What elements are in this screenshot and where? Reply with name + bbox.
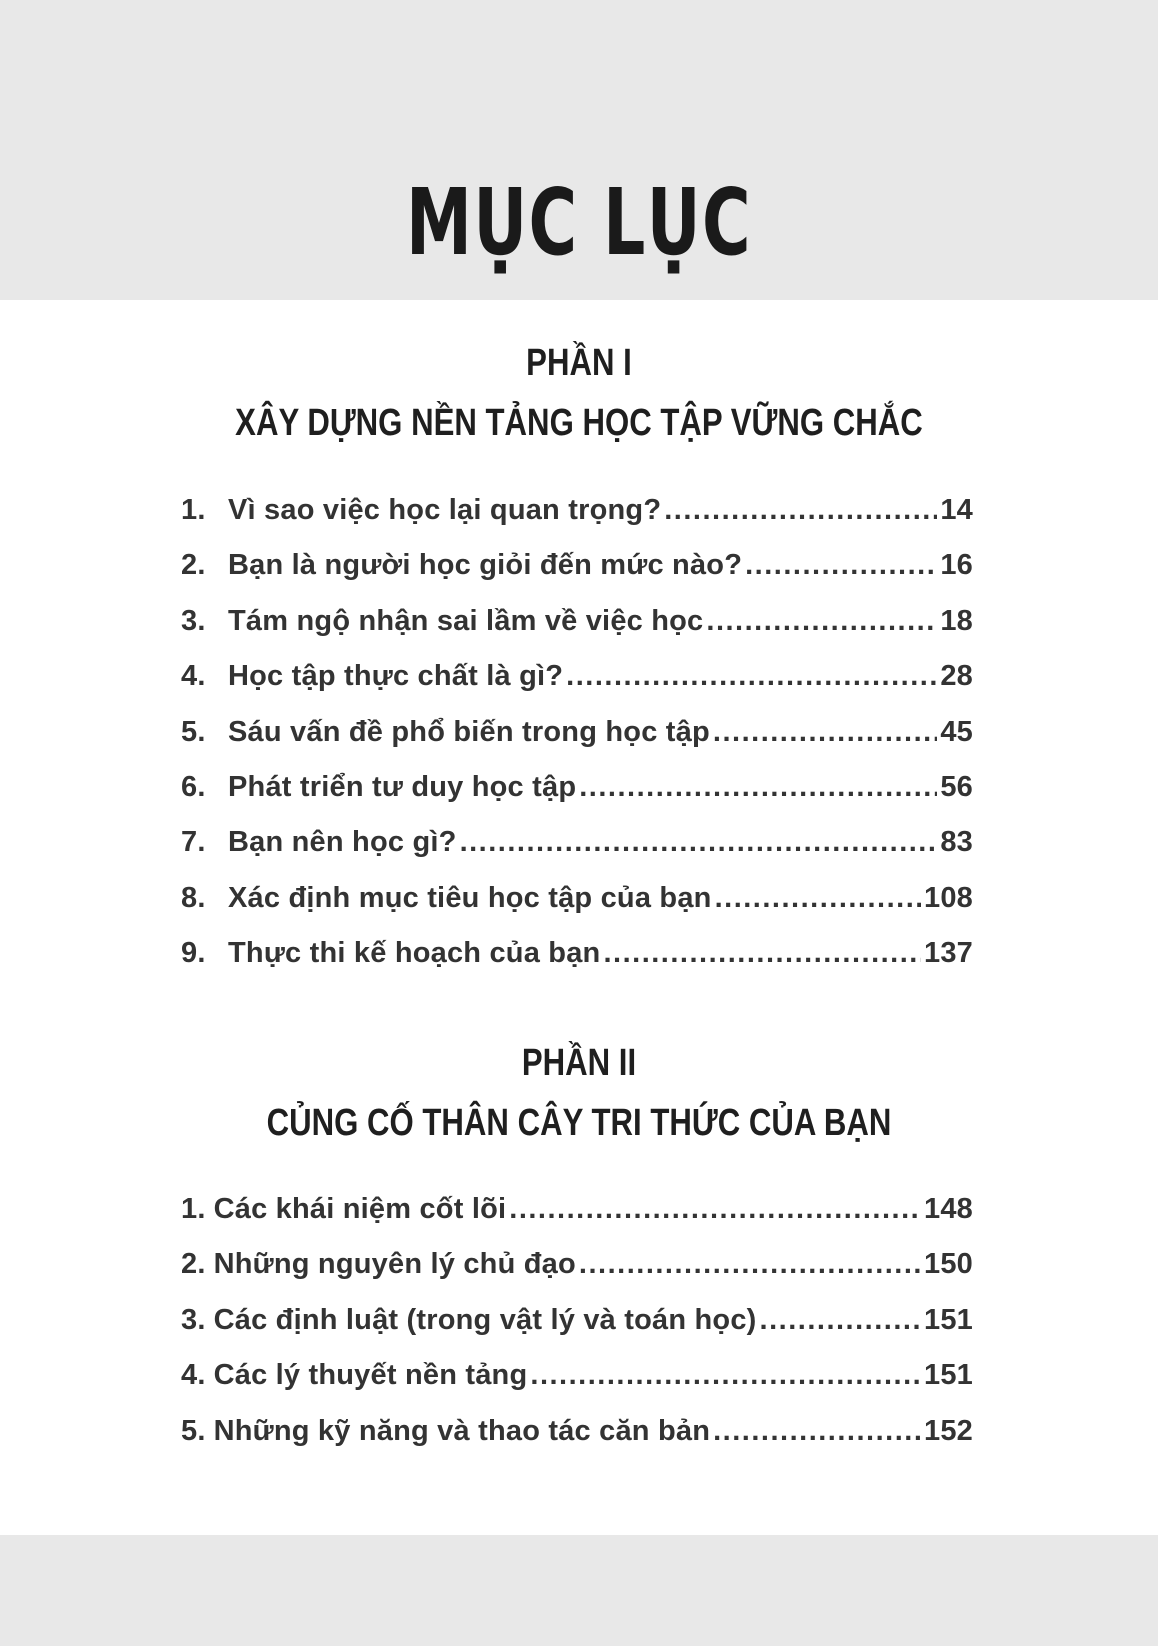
toc-entry-number: 9. (181, 937, 206, 969)
toc-entry-number: 2. (181, 1248, 206, 1280)
toc-entry[interactable] (0, 1189, 1158, 1229)
toc-entry[interactable] (0, 1411, 1158, 1451)
toc-entry-number: 8. (181, 882, 206, 914)
toc-entry[interactable] (0, 712, 1158, 752)
toc-entry-title: Các lý thuyết nền tảng (213, 1359, 528, 1391)
toc-entry-title: Phát triển tư duy học tập (228, 771, 577, 803)
toc-entry-page: 28 (940, 660, 973, 692)
toc-entry[interactable] (0, 1244, 1158, 1284)
toc-entry-number: 5. (181, 1415, 206, 1447)
toc-entry-page: 108 (924, 882, 973, 914)
toc-entry-page: 148 (924, 1193, 973, 1225)
toc-entry-number: 4. (181, 660, 206, 692)
toc-entry-number: 3. (181, 1304, 206, 1336)
toc-entry-title: Bạn nên học gì? (228, 826, 457, 858)
dot-leader (664, 490, 937, 530)
toc-entry[interactable] (0, 601, 1158, 641)
toc-entry-page: 151 (924, 1304, 973, 1336)
dot-leader (760, 1300, 921, 1340)
dot-leader (579, 1244, 921, 1284)
part-1-label: PHẦN I (526, 342, 632, 384)
toc-entry-page: 14 (940, 494, 973, 526)
dot-leader (715, 878, 921, 918)
dot-leader (745, 545, 937, 585)
toc-entry-number: 6. (181, 771, 206, 803)
toc-entry-number: 5. (181, 716, 206, 748)
toc-entry-number: 1. (181, 494, 206, 526)
toc-entry-page: 83 (940, 826, 973, 858)
toc-entry-page: 16 (940, 549, 973, 581)
toc-entry[interactable] (0, 878, 1158, 918)
toc-entry-page: 151 (924, 1359, 973, 1391)
dot-leader (706, 601, 937, 641)
toc-entry-page: 152 (924, 1415, 973, 1447)
toc-entry[interactable] (0, 656, 1158, 696)
part-1-title: XÂY DỰNG NỀN TẢNG HỌC TẬP VỮNG CHẮC (235, 402, 923, 444)
dot-leader (460, 822, 938, 862)
toc-entry-page: 18 (940, 605, 973, 637)
toc-entry[interactable] (0, 490, 1158, 530)
toc-entry-title: Những nguyên lý chủ đạo (213, 1248, 576, 1280)
toc-entry-number: 4. (181, 1359, 206, 1391)
dot-leader (566, 656, 937, 696)
toc-entry[interactable] (0, 1355, 1158, 1395)
toc-entry-number: 1. (181, 1193, 206, 1225)
toc-entry-title: Vì sao việc học lại quan trọng? (228, 494, 662, 526)
toc-entry-title: Thực thi kế hoạch của bạn (228, 937, 601, 969)
toc-entry-page: 45 (940, 716, 973, 748)
toc-entry-number: 7. (181, 826, 206, 858)
footer-band (0, 1535, 1158, 1646)
dot-leader (509, 1189, 921, 1229)
toc-entry[interactable] (0, 933, 1158, 973)
toc-entry-page: 56 (940, 771, 973, 803)
dot-leader (603, 933, 921, 973)
dot-leader (530, 1355, 921, 1395)
dot-leader (579, 767, 937, 807)
dot-leader (713, 1411, 921, 1451)
toc-entry-title: Xác định mục tiêu học tập của bạn (228, 882, 712, 914)
toc-entry-title: Các định luật (trong vật lý và toán học) (213, 1304, 757, 1336)
toc-entry-title: Những kỹ năng và thao tác căn bản (213, 1415, 711, 1447)
toc-entry[interactable] (0, 1300, 1158, 1340)
part-2-label: PHẦN II (521, 1042, 637, 1084)
page-title: MỤC LỤC (405, 169, 753, 276)
toc-entry[interactable] (0, 545, 1158, 585)
toc-entry-title: Bạn là người học giỏi đến mức nào? (228, 549, 743, 581)
toc-entry-page: 150 (924, 1248, 973, 1280)
toc-entry-number: 3. (181, 605, 206, 637)
part-2-title: CỦNG CỐ THÂN CÂY TRI THỨC CỦA BẠN (266, 1102, 892, 1144)
toc-entry[interactable] (0, 822, 1158, 862)
toc-entry-title: Các khái niệm cốt lõi (213, 1193, 507, 1225)
toc-entry-number: 2. (181, 549, 206, 581)
toc-entry-title: Học tập thực chất là gì? (228, 660, 564, 692)
toc-entry-title: Sáu vấn đề phổ biến trong học tập (228, 716, 710, 748)
toc-entry-page: 137 (924, 937, 973, 969)
toc-entry-title: Tám ngộ nhận sai lầm về việc học (228, 605, 704, 637)
dot-leader (713, 712, 937, 752)
toc-entry[interactable] (0, 767, 1158, 807)
